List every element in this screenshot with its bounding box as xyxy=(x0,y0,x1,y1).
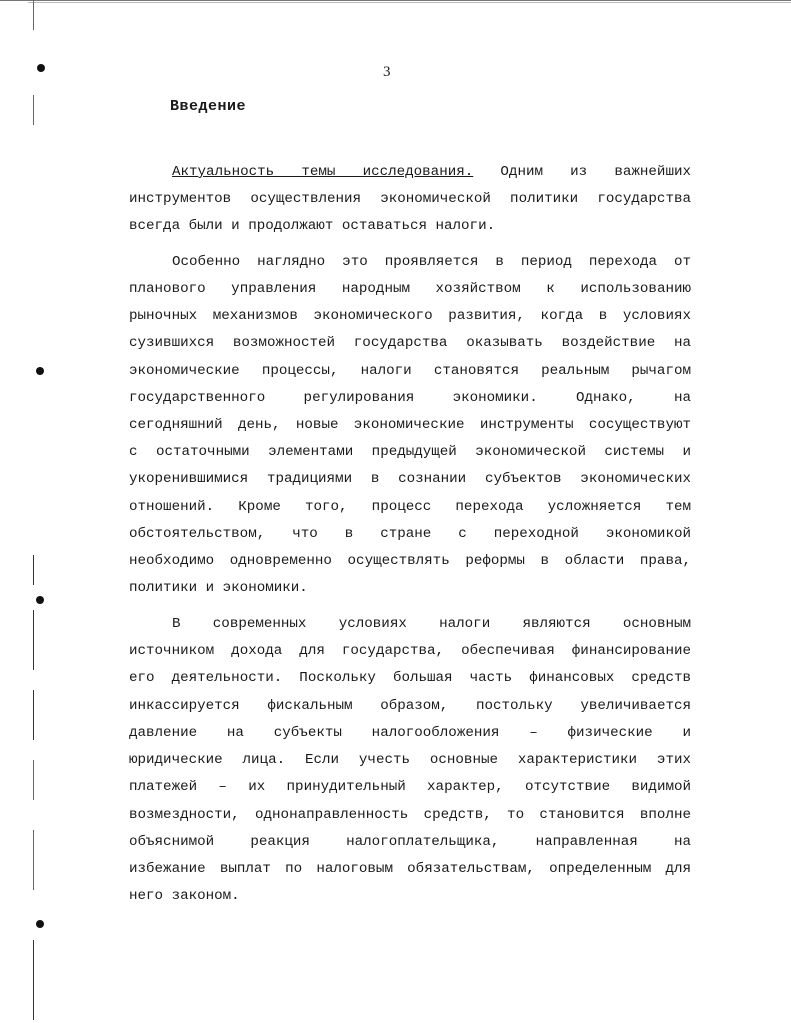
binding-mark xyxy=(33,610,34,670)
binding-mark xyxy=(33,760,34,800)
line-text: Одним из важнейших xyxy=(473,164,691,180)
paragraph-line: планового управления народным хозяйством к использованию xyxy=(129,281,691,297)
binding-mark xyxy=(33,690,34,740)
paragraph-line: юридические лица. Если учесть основные характеристики этих xyxy=(129,752,691,768)
paragraph-line: В современных условиях налоги являются основным xyxy=(172,616,691,632)
paragraph-line: всегда были и продолжают оставаться налоги. xyxy=(129,218,496,234)
binding-mark xyxy=(33,830,34,890)
paragraph-line: возмездности, однонаправленность средств, то становится вполне xyxy=(129,807,691,823)
paragraph-line: отношений. Кроме того, процесс перехода усложняется тем xyxy=(129,499,691,515)
paragraph-line xyxy=(172,163,691,181)
paragraph-line: с остаточными элементами предыдущей экономической системы и xyxy=(129,444,691,460)
paragraph-line: его деятельности. Поскольку большая часть финансовых средств xyxy=(129,670,691,686)
scan-border xyxy=(28,2,791,3)
paragraph-line: инструментов осуществления экономической политики государства xyxy=(129,191,691,207)
binding-mark xyxy=(33,95,34,125)
binding-hole xyxy=(37,64,45,72)
page-title: Введение xyxy=(170,98,247,115)
paragraph-line: обстоятельством, что в стране с переходной экономикой xyxy=(129,526,691,542)
binding-mark xyxy=(33,0,34,30)
binding-mark xyxy=(33,555,34,585)
page-number: 3 xyxy=(383,64,391,80)
binding-hole xyxy=(36,920,44,928)
paragraph-line: укоренившимися традициями в сознании субъектов экономических xyxy=(129,471,691,487)
topic-label: Актуальность темы исследования. xyxy=(172,164,474,180)
paragraph-line: объяснимой реакция налогоплательщика, направленная на xyxy=(129,834,691,850)
paragraph-line: государственного регулирования экономики. Однако, на xyxy=(129,390,691,406)
binding-hole xyxy=(36,596,44,604)
scan-border xyxy=(0,0,791,1)
paragraph-line: избежание выплат по налоговым обязательствам, определенным для xyxy=(129,861,691,877)
paragraph-line: сегодняшний день, новые экономические инструменты сосуществуют xyxy=(129,417,691,433)
paragraph-line: необходимо одновременно осуществлять реформы в области права, xyxy=(129,553,691,569)
paragraph-line: политики и экономики. xyxy=(129,580,308,596)
paragraph-line: платежей – их принудительный характер, отсутствие видимой xyxy=(129,779,691,795)
paragraph-line: него законом. xyxy=(129,888,240,904)
paragraph-line: сузившихся возможностей государства оказывать воздействие на xyxy=(129,335,691,351)
paragraph-line: Особенно наглядно это проявляется в период перехода от xyxy=(172,254,691,270)
paragraph-line: экономические процессы, налоги становятся реальным рычагом xyxy=(129,363,691,379)
paragraph-line: инкассируется фискальным образом, постольку увеличивается xyxy=(129,698,691,714)
paragraph-line: источником дохода для государства, обеспечивая финансирование xyxy=(129,643,691,659)
binding-mark xyxy=(33,940,34,1020)
paragraph-line: рыночных механизмов экономического развития, когда в условиях xyxy=(129,308,691,324)
paragraph-line: давление на субъекты налогообложения – физические и xyxy=(129,725,691,741)
binding-hole xyxy=(36,367,44,375)
